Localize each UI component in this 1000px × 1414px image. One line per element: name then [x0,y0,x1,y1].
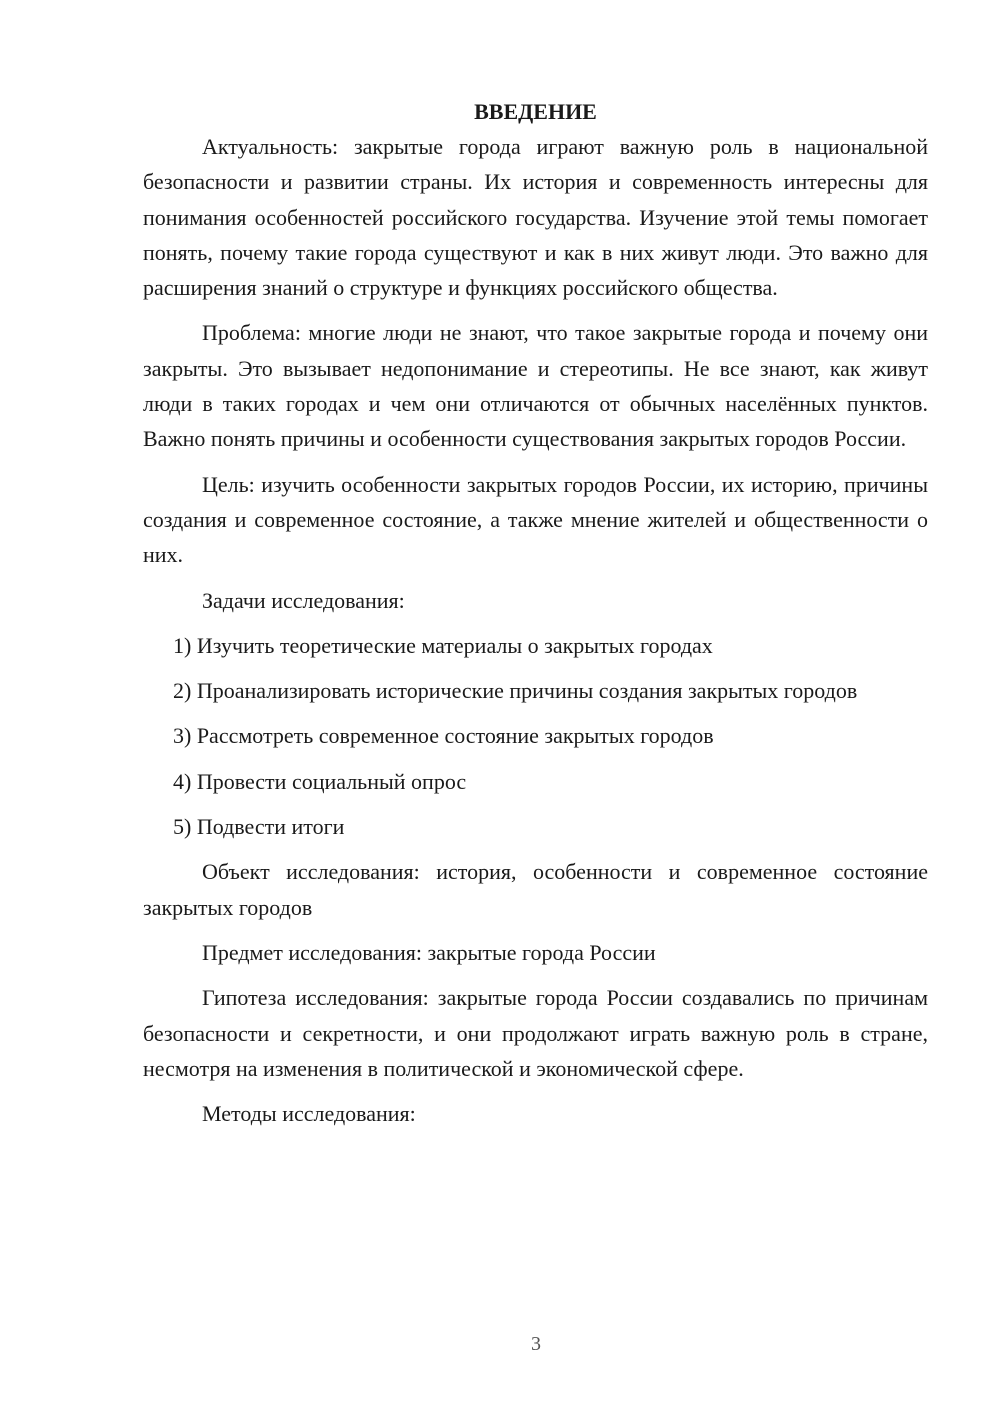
paragraph-object: Объект исследования: история, особенности и современное состояние закрытых городов [143,859,928,920]
page-content [143,94,928,1141]
methods-heading: Методы исследования: [202,1101,416,1127]
task-item-5: 5) Подвести итоги [173,814,345,840]
paragraph-problem: Проблема: многие люди не знают, что такое закрытые города и почему они закрыты. Это вызывает недопонимание и стереотипы. Не все знают, как живут люди в таких городах и чем они отличаются от обычных населённых пунктов. Важно понять причины и особенности существования закрытых городов России. [143,320,928,452]
task-item-3: 3) Рассмотреть современное состояние закрытых городов [173,723,714,749]
task-item-1: 1) Изучить теоретические материалы о закрытых городах [173,632,713,658]
paragraph-hypothesis: Гипотеза исследования: закрытые города России создавались по причинам безопасности и секретности, и они продолжают играть важную роль в стране, несмотря на изменения в политической и экономической сфере. [143,985,928,1081]
paragraph-relevance: Актуальность: закрытые города играют важную роль в национальной безопасности и развитии страны. Их история и современность интересны для понимания особенностей российского государства. Изучение этой темы помогает понять, почему такие города существуют и как в них живут люди. Это важно для расширения знаний о структуре и функциях российского общества. [143,134,928,301]
task-item-4: 4) Провести социальный опрос [173,768,467,794]
page-number: 3 [531,1333,541,1355]
page-title: ВВЕДЕНИЕ [474,99,597,124]
paragraph-subject: Предмет исследования: закрытые города России [202,939,656,965]
task-item-2: 2) Проанализировать исторические причины создания закрытых городов [173,678,858,704]
tasks-heading: Задачи исследования: [202,587,405,613]
paragraph-goal: Цель: изучить особенности закрытых городов России, их историю, причины создания и современное состояние, а также мнение жителей и общественности о них. [143,471,928,568]
